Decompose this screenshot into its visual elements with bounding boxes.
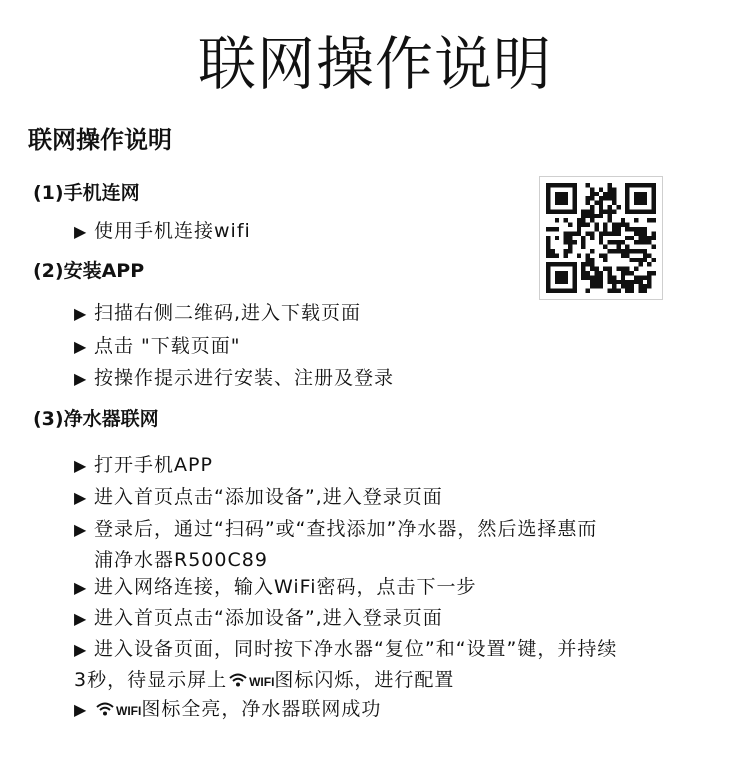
page-title: 联网操作说明 (197, 30, 552, 98)
step3-heading: (3)净水器联网 (33, 408, 159, 430)
step2-item-3: ▶ 按操作提示进行安装、注册及登录 (74, 363, 730, 394)
step1-heading: (1)手机连网 (33, 182, 140, 204)
wifi-label: WIFI (249, 675, 275, 689)
bullet-icon: ▶ (74, 222, 88, 241)
step3-item-7: ▶ WIFI图标全亮，净水器联网成功 (74, 694, 730, 726)
step1-item-1: ▶ 使用手机连接wifi (74, 216, 730, 247)
bullet-icon: ▶ (74, 304, 88, 323)
wifi-label: WIFI (116, 704, 142, 718)
bullet-icon: ▶ (74, 337, 88, 356)
step2-item-1: ▶ 扫描右侧二维码,进入下载页面 (74, 298, 730, 329)
section-title: 联网操作说明 (28, 126, 172, 154)
step3-item-2: ▶ 进入首页点击“添加设备”,进入登录页面 (74, 482, 730, 513)
step3-item-4: ▶ 进入网络连接，输入WiFi密码，点击下一步 (74, 572, 730, 603)
step3-item-1: ▶ 打开手机APP (74, 450, 730, 481)
bullet-icon: ▶ (74, 640, 88, 659)
bullet-icon: ▶ (74, 578, 88, 597)
bullet-icon: ▶ (74, 488, 88, 507)
step3-item-3: ▶ 登录后，通过“扫码”或“查找添加”净水器，然后选择惠而 浦净水器R500C89 (74, 514, 730, 575)
step3-item-5: ▶ 进入首页点击“添加设备”,进入登录页面 (74, 603, 730, 634)
wifi-icon (229, 672, 247, 688)
bullet-icon: ▶ (74, 369, 88, 388)
wifi-icon (96, 701, 114, 717)
bullet-icon: ▶ (74, 520, 88, 539)
step2-item-2: ▶ 点击 "下载页面" (74, 331, 730, 362)
bullet-icon: ▶ (74, 700, 88, 719)
bullet-icon: ▶ (74, 456, 88, 475)
step3-item-6: ▶ 进入设备页面，同时按下净水器“复位”和“设置”键，并持续 3秒，待显示屏上 WIFI图标闪烁，进行配置 (74, 634, 730, 697)
bullet-icon: ▶ (74, 609, 88, 628)
step2-heading: (2)安装APP (33, 260, 145, 282)
